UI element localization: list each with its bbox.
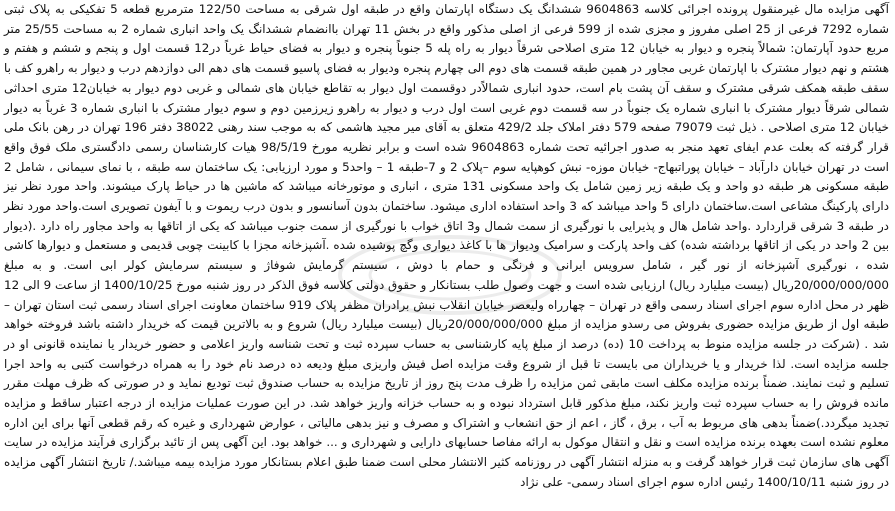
notice-body-text: آگهی مزایده مال غیرمنقول پرونده اجرائی کلاسه 9604863 ششدانگ یک دستگاه اپارتمان واقع در طبقه اول شرقی به مساحت 122/50 مترمربع قطعه 5 تفکیکی به پلاک ثبتی شماره 7292 فرعی از 25 اصلی مفروز و مجزی شده از 599 فرعی از اصلی مذکور واقع در بخش 11 تهران باانضمام ششدانگ یک واحد انباری شماره 2 به مساحت 25/55 متر مربع حدود آپارتمان: شمالاً پنجره و دیوار به خیابان 12 متری اصلاحی شرقاً دیوار به راه پله 5 جنوباً پنجره و دیوار به فضای حیاط غرباً در12 قسمت اول و پنجم و ششم و هفتم و هشتم و نهم دیوار مشترک با اپارتمان غربی مجاور در همین طبقه قسمت های دوم الی چهارم پنجره ودیوار به فضای پاسیو قسمت های دهم الی دوازدهم درب و دیوار به راهرو کف با سقف طبقه همکف شرقی مشترک و سقف آن پشت بام است، حدود انباری شمالاًدر دوقسمت اول دیوار به تقاطع خیابان های شمالی و غربی دوم دیوار به خیابان12 متری احداثی شمالی شرقاً دیوار مشترک با انباری شماره یک جنوباً در سه قسمت دوم غربی است اول درب و دیوار به راهرو زیرزمین دوم و سوم دیوار مشترک با انباری شماره 3 غرباً به دیوار خیابان 12 متری اصلاحی . ذیل ثبت 79079 صفحه 579 دفتر املاک جلد 429/2 متعلق به آقای میر مجید هاشمی که به موجب سند رهنی 38022 دفتر 196 تهران در رهن بانک ملی قرار گرفته که بعلت عدم ایفای تعهد منجر به صدور اجرائیه تحت شماره 9604863 شده است و برابر نظریه مورخ 98/5/19 هیات کارشناسان رسمی دادگستری ملک فوق واقع است در تهران خیابان دارآباد – خیابان پوراتبهاج- خیابان موزه- نبش کوهپایه سوم –پلاک 2 و 7-طبقه 1 – واحد5 و مورد ارزیابی: یک ساختمان سه طبقه ، با نمای سیمانی ، شامل 2 طبقه مسکونی هر طبقه دو واحد و یک طبقه زیر زمین شامل یک واحد مسکونی 131 متری ، انباری و موتورخانه میباشد که ماشین ها در حیاط پارک میشوند. واحد مورد نظر نیز دارای پارکینگ مشاعی است.ساختمان دارای 5 واحد میباشد که 3 واحد استفاده اداری میشود. ساختمان بدون آسانسور و بدون درب ریموت و با آیفون تصویری است.واحد مورد نظر در طبقه 3 شرقی قراردارد .واحد شامل هال و پذیرایی با نورگیری از سمت شمال و3 اتاق خواب با نورگیری از سمت جنوب میباشد که یکی از اتاقها به واحد مجاور راه دارد .(دیوار بین 2 واحد در یکی از اتاقها برداشته شده) کف واحد پارکت و سرامیک ودیوار ها با کاغذ دیواری وگچ پوشیده شده .آشپزخانه مجزا با کابینت چوبی قدیمی و مستعمل و دیوارها کاشی شده ، نورگیری آشپزخانه از نور گیر ، شامل سرویس ایرانی و فرنگی و حمام با دوش ، سیستم گرمایش شوفاژ و سیستم سرمایش کولر ابی است. و به مبلغ 20/000/000/000ریال (بیست میلیارد ریال) ارزیابی شده است و جهت وصول طلب بستانکار و حقوق دولتی کلاسه فوق الذکر در روز شنبه مورخ 1400/10/25 از ساعت 9 الی 12 ظهر در محل اداره سوم اجرای اسناد رسمی واقع در تهران – چهارراه ولیعصر خیابان انقلاب نبش برادران مظفر پلاک 919 ساختمان معاونت اجرای اسناد رسمی ثبت استان تهران – طبقه اول از طریق مزایده حضوری بفروش می رسدو مزایده از مبلغ 20/000/000/000ریال (بیست میلیارد ریال) شروع و به بالاترین قیمت که خریدار داشته باشد فروخته خواهد شد . (شرکت در جلسه مزایده منوط به پرداخت 10 (ده) درصد از مبلغ پایه کارشناسی به حساب سپرده ثبت و تحت شناسه واریز اعلامی و حضور خریدار یا نماینده قانونی او در جلسه مزایده است. لذا خریدار و یا خریداران می بایست تا قبل از شروع وقت مزایده اصل فیش واریزی مبلغ ودیعه ده درصد نام خود را به همراه درخواست کتبی به واحد اجرا تسلیم و ثبت نمایند. ضمناً برنده مزایده مکلف است مابقی ثمن مزایده را ظرف مدت پنج روز از تاریخ مزایده به حساب صندوق ثبت تودیع نماید و در صورتی که ظرف مهلت مقرر مانده فروش را به حساب سپرده ثبت واریز نکند، مبلغ مذکور قابل استرداد نبوده و به حساب خزانه واریز خواهد شد. در این صورت عملیات مزایده از درجه اعتبار ساقط و مزایده تجدید میگردد.)ضمناً بدهی های مربوط به آب ، برق ، گاز ، اعم از حق انشعاب و اشتراک و مصرف و نیز بدهی مالیاتی ، عوارض شهرداری و غیره که رقم قطعی آنها برای این اداره معلوم نشده است بعهده برنده مزایده است و نقل و انتقال موکول به ارائه مفاصا حسابهای دارایی و شهرداری و ... خواهد بود. این آگهی پس از تائید برگزاری فرآیند مزایده در سایت آگهی های سازمان ثبت قرار خواهد گرفت و به منزله انتشار آگهی در روزنامه کثیر الانتشار محلی است ضمنا طبق اعلام بستانکار مورد مزایده بیمه میباشد./ تاریخ انتشار آگهی مزایده در روز شنبه 1400/10/11 رئیس اداره سوم اجرای اسناد رسمی- علی نژاد — [4, 2, 890, 489]
